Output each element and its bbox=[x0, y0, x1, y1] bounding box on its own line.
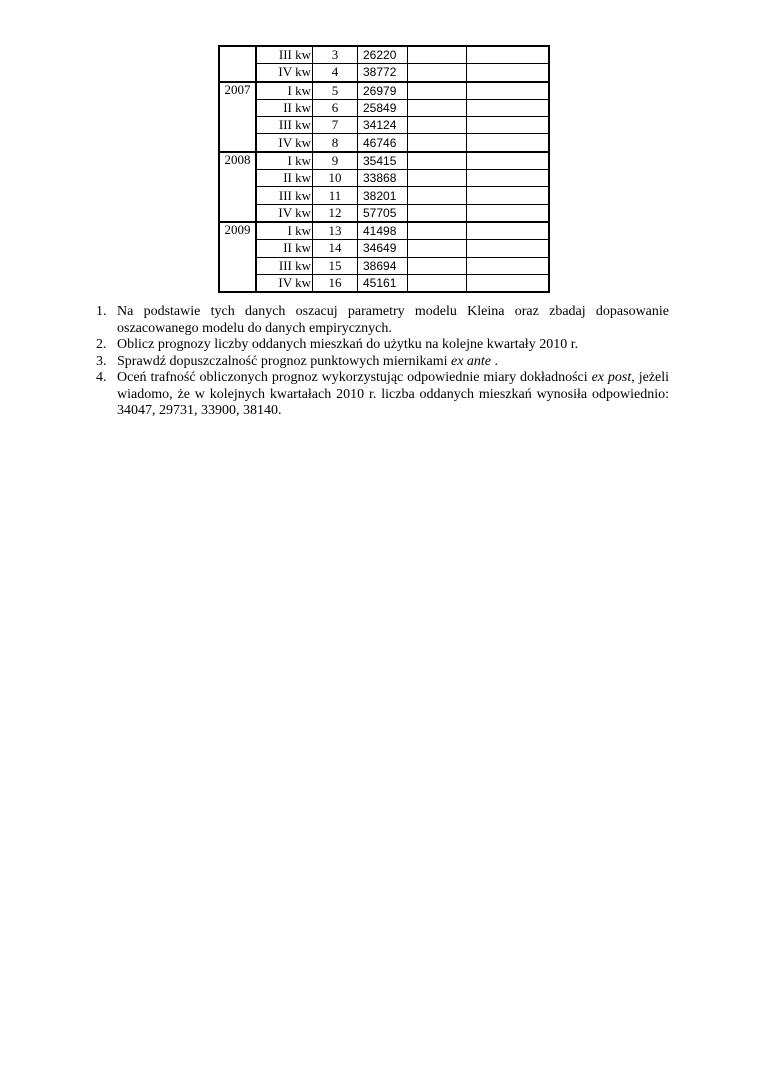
value-cell: 34649 bbox=[358, 240, 408, 257]
period-cell: 9 bbox=[313, 152, 358, 170]
table-row bbox=[219, 274, 549, 292]
empty-cell bbox=[467, 117, 550, 134]
empty-cell bbox=[467, 257, 550, 274]
task-text-italic: ex post bbox=[591, 370, 632, 385]
table-row bbox=[219, 64, 549, 82]
empty-cell bbox=[467, 170, 550, 187]
empty-cell bbox=[408, 99, 467, 116]
table-row bbox=[219, 204, 549, 222]
value-cell: 34124 bbox=[358, 117, 408, 134]
year-cell bbox=[219, 187, 256, 204]
task-number: 2. bbox=[96, 337, 107, 352]
task-item-1 bbox=[96, 304, 669, 337]
task-text: Oblicz prognozy liczby oddanych mieszkań do użytku na kolejne kwartały 2010 r. bbox=[117, 337, 579, 352]
empty-cell bbox=[467, 99, 550, 116]
quarter-cell: IV kw bbox=[256, 134, 313, 152]
table-row bbox=[219, 46, 549, 64]
year-cell bbox=[219, 257, 256, 274]
year-cell bbox=[219, 204, 256, 222]
task-item-4 bbox=[96, 370, 669, 420]
empty-cell bbox=[408, 82, 467, 100]
year-cell bbox=[219, 64, 256, 82]
task-text-line: wiadomo, że w kolejnych kwartałach 2010 r. liczba oddanych mieszkań wynosiła odpowiednio: bbox=[117, 386, 669, 402]
value-cell: 35415 bbox=[358, 152, 408, 170]
table-row bbox=[219, 117, 549, 134]
empty-cell bbox=[408, 187, 467, 204]
quarter-cell: II kw bbox=[256, 170, 313, 187]
year-cell bbox=[219, 46, 256, 64]
quarter-cell: III kw bbox=[256, 257, 313, 274]
empty-cell bbox=[408, 117, 467, 134]
task-item-3 bbox=[96, 354, 669, 371]
task-text-line: oszacowanego modelu do danych empirycznych. bbox=[117, 320, 392, 336]
empty-cell bbox=[467, 274, 550, 292]
year-cell bbox=[219, 117, 256, 134]
task-number: 3. bbox=[96, 353, 107, 369]
table-row bbox=[219, 82, 549, 100]
period-cell: 12 bbox=[313, 204, 358, 222]
task-text-line: 34047, 29731, 33900, 38140. bbox=[117, 403, 282, 418]
empty-cell bbox=[408, 274, 467, 292]
table-row bbox=[219, 187, 549, 204]
empty-cell bbox=[408, 152, 467, 170]
table-row bbox=[219, 257, 549, 274]
quarter-cell: II kw bbox=[256, 99, 313, 116]
value-cell: 46746 bbox=[358, 134, 408, 152]
value-cell: 41498 bbox=[358, 222, 408, 240]
period-cell: 15 bbox=[313, 257, 358, 274]
empty-cell bbox=[467, 134, 550, 152]
year-cell bbox=[219, 240, 256, 257]
value-cell: 38772 bbox=[358, 64, 408, 82]
value-cell: 38201 bbox=[358, 187, 408, 204]
value-cell: 26220 bbox=[358, 46, 408, 64]
value-cell: 25849 bbox=[358, 99, 408, 116]
year-cell bbox=[219, 170, 256, 187]
empty-cell bbox=[467, 82, 550, 100]
task-text: . bbox=[494, 353, 499, 369]
empty-cell bbox=[408, 134, 467, 152]
year-cell: 2008 bbox=[219, 152, 256, 170]
quarter-cell: III kw bbox=[256, 187, 313, 204]
task-list bbox=[96, 304, 669, 420]
period-cell: 14 bbox=[313, 240, 358, 257]
year-cell: 2007 bbox=[219, 82, 256, 100]
empty-cell bbox=[408, 222, 467, 240]
quarter-cell: II kw bbox=[256, 240, 313, 257]
empty-cell bbox=[408, 257, 467, 274]
task-text-line bbox=[117, 370, 669, 387]
period-cell: 10 bbox=[313, 170, 358, 187]
value-cell: 33868 bbox=[358, 170, 408, 187]
quarter-cell: I kw bbox=[256, 82, 313, 100]
empty-cell bbox=[408, 240, 467, 257]
period-cell: 3 bbox=[313, 46, 358, 64]
table-row bbox=[219, 222, 549, 240]
year-cell bbox=[219, 99, 256, 116]
year-cell: 2009 bbox=[219, 222, 256, 240]
table-row bbox=[219, 152, 549, 170]
quarter-cell: IV kw bbox=[256, 64, 313, 82]
task-text-italic: ex ante bbox=[450, 353, 492, 369]
period-cell: 8 bbox=[313, 134, 358, 152]
task-text: Oceń trafność obliczonych prognoz wykorzystując odpowiednie miary dokładności bbox=[117, 370, 592, 385]
empty-cell bbox=[408, 46, 467, 64]
quarter-cell: I kw bbox=[256, 152, 313, 170]
task-number: 1. bbox=[96, 304, 107, 319]
empty-cell bbox=[467, 64, 550, 82]
period-cell: 16 bbox=[313, 274, 358, 292]
task-item-2 bbox=[96, 337, 669, 354]
data-table bbox=[218, 45, 550, 293]
year-cell bbox=[219, 134, 256, 152]
period-cell: 4 bbox=[313, 64, 358, 82]
period-cell: 6 bbox=[313, 99, 358, 116]
task-text: Sprawdź dopuszczalność prognoz punktowych miernikami bbox=[117, 353, 451, 369]
period-cell: 7 bbox=[313, 117, 358, 134]
task-text-line: Na podstawie tych danych oszacuj parametry modelu Kleina oraz zbadaj dopasowanie bbox=[117, 304, 669, 319]
empty-cell bbox=[467, 152, 550, 170]
empty-cell bbox=[467, 222, 550, 240]
value-cell: 45161 bbox=[358, 274, 408, 292]
value-cell: 38694 bbox=[358, 257, 408, 274]
quarter-cell: IV kw bbox=[256, 204, 313, 222]
quarter-cell: III kw bbox=[256, 117, 313, 134]
value-cell: 26979 bbox=[358, 82, 408, 100]
empty-cell bbox=[467, 46, 550, 64]
table-body bbox=[219, 46, 549, 292]
quarter-cell: I kw bbox=[256, 222, 313, 240]
year-cell bbox=[219, 274, 256, 292]
empty-cell bbox=[467, 204, 550, 222]
empty-cell bbox=[467, 240, 550, 257]
table-row bbox=[219, 134, 549, 152]
quarter-cell: IV kw bbox=[256, 274, 313, 292]
table-row bbox=[219, 99, 549, 116]
period-cell: 11 bbox=[313, 187, 358, 204]
empty-cell bbox=[408, 64, 467, 82]
empty-cell bbox=[467, 187, 550, 204]
empty-cell bbox=[408, 204, 467, 222]
task-number: 4. bbox=[96, 370, 107, 385]
period-cell: 13 bbox=[313, 222, 358, 240]
table-row bbox=[219, 170, 549, 187]
value-cell: 57705 bbox=[358, 204, 408, 222]
empty-cell bbox=[408, 170, 467, 187]
period-cell: 5 bbox=[313, 82, 358, 100]
task-text: , jeżeli bbox=[631, 370, 669, 385]
quarter-cell: III kw bbox=[256, 46, 313, 64]
table-row bbox=[219, 240, 549, 257]
